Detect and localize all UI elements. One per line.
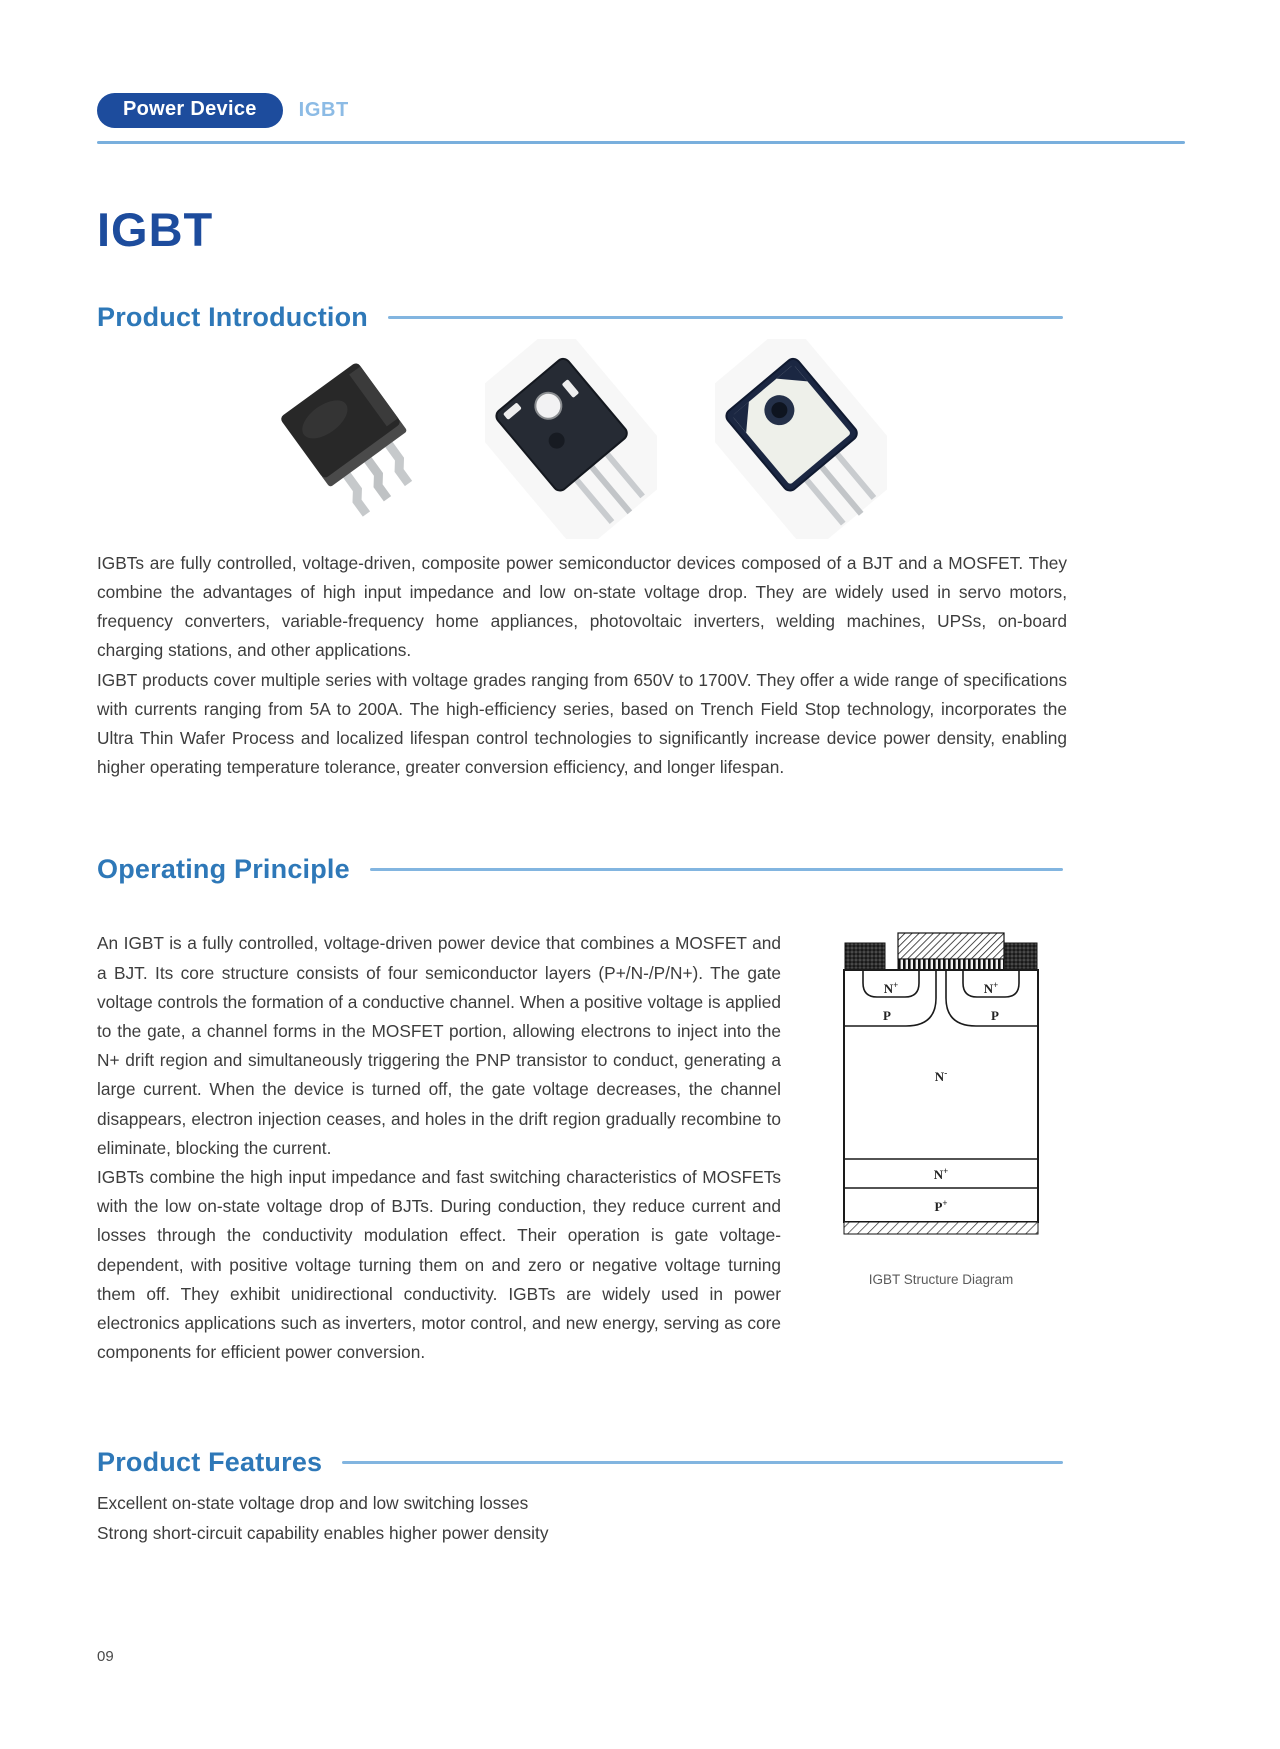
intro-paragraph-2: IGBT products cover multiple series with voltage grades ranging from 650V to 1700V. They offer a wide range of specifications with currents ranging from 5A to 200A. The high-efficiency series, based on Trench Field Stop technology, incorporates the Ultra Thin Wafer Process and localized lifespan control technologies to significantly increase device power density, enabling higher operating temperature tolerance, greater conversion efficiency, and longer lifespan. — [97, 669, 1067, 778]
to-247-package-back-photo — [715, 339, 887, 539]
intro-paragraph-1: IGBTs are fully controlled, voltage-driven, composite power semiconductor devices composed of a BJT and a MOSFET. They combine the advantages of high input impedance and low on-state voltage drop. They are widely used in servo motors, frequency converters, variable-frequency home appliances, photovoltaic inverters, welding machines, UPSs, on-board charging stations, and other applications. — [97, 552, 1067, 661]
label-n-plus-buffer: N+ — [933, 1166, 949, 1183]
page-number: 09 — [97, 1648, 114, 1665]
section-product-introduction-head — [97, 302, 1063, 333]
label-n-minus-drift: N- — [934, 1068, 948, 1085]
label-left-p-well: P — [883, 1008, 891, 1024]
to-247-package-front-photo — [485, 339, 657, 539]
product-introduction-heading: Product Introduction — [97, 301, 368, 332]
diagram-caption: IGBT Structure Diagram — [868, 1272, 1014, 1288]
header-rule — [97, 141, 1185, 144]
section-rule — [370, 868, 1063, 871]
section-operating-principle-head — [97, 854, 1063, 885]
product-features-heading: Product Features — [97, 1447, 323, 1478]
product-photos-row — [97, 339, 1067, 539]
label-right-p-well: P — [991, 1008, 999, 1024]
igbt-structure-diagram — [843, 931, 1039, 1237]
label-left-n-plus-well: N+ — [883, 980, 899, 997]
igbt-structure-figure — [815, 931, 1067, 1313]
page-title: IGBT — [97, 203, 214, 256]
label-right-n-plus-well: N+ — [983, 980, 999, 997]
section-rule — [342, 1461, 1063, 1464]
doc-header — [97, 93, 1185, 144]
to-263-smd-package-photo — [277, 343, 427, 539]
power-device-badge: Power Device — [97, 93, 283, 128]
product-features-list — [97, 1488, 1067, 1548]
op-paragraph-1: An IGBT is a fully controlled, voltage-driven power device that combines a MOSFET and a BJT. Its core structure consists of four semiconductor layers (P+/N-/P/N+). The gate voltage controls the formation of a conductive channel. When a positive voltage is applied to the gate, a channel forms in the MOSFET portion, allowing electrons to inject into the N+ drift region and simultaneously triggering the PNP transistor to conduct, generating a large current. When the device is turned off, the gate voltage decreases, the channel disappears, electron injection ceases, and holes in the drift region gradually recombine to eliminate, blocking the current. — [97, 933, 781, 1158]
section-rule — [388, 316, 1063, 319]
header-category-label: IGBT — [298, 99, 349, 121]
op-paragraph-2: IGBTs combine the high input impedance and fast switching characteristics of MOSFETs with the low on-state voltage drop of BJTs. During conduction, they reduce current and losses through the conductivity modulation effect. Their operation is gate voltage-dependent, with positive voltage turning them on and zero or negative voltage turning them off. They exhibit unidirectional conductivity. IGBTs are widely used in power electronics applications such as inverters, motor control, and new energy, serving as core components for efficient power conversion. — [97, 1166, 781, 1363]
operating-principle-body — [97, 929, 1067, 1367]
section-product-features-head — [97, 1447, 1063, 1478]
feature-line-1: Excellent on-state voltage drop and low switching losses — [97, 1493, 529, 1514]
label-p-plus-collector: P+ — [934, 1198, 948, 1215]
operating-principle-heading: Operating Principle — [97, 854, 350, 885]
feature-line-2: Strong short-circuit capability enables higher power density — [97, 1523, 549, 1544]
